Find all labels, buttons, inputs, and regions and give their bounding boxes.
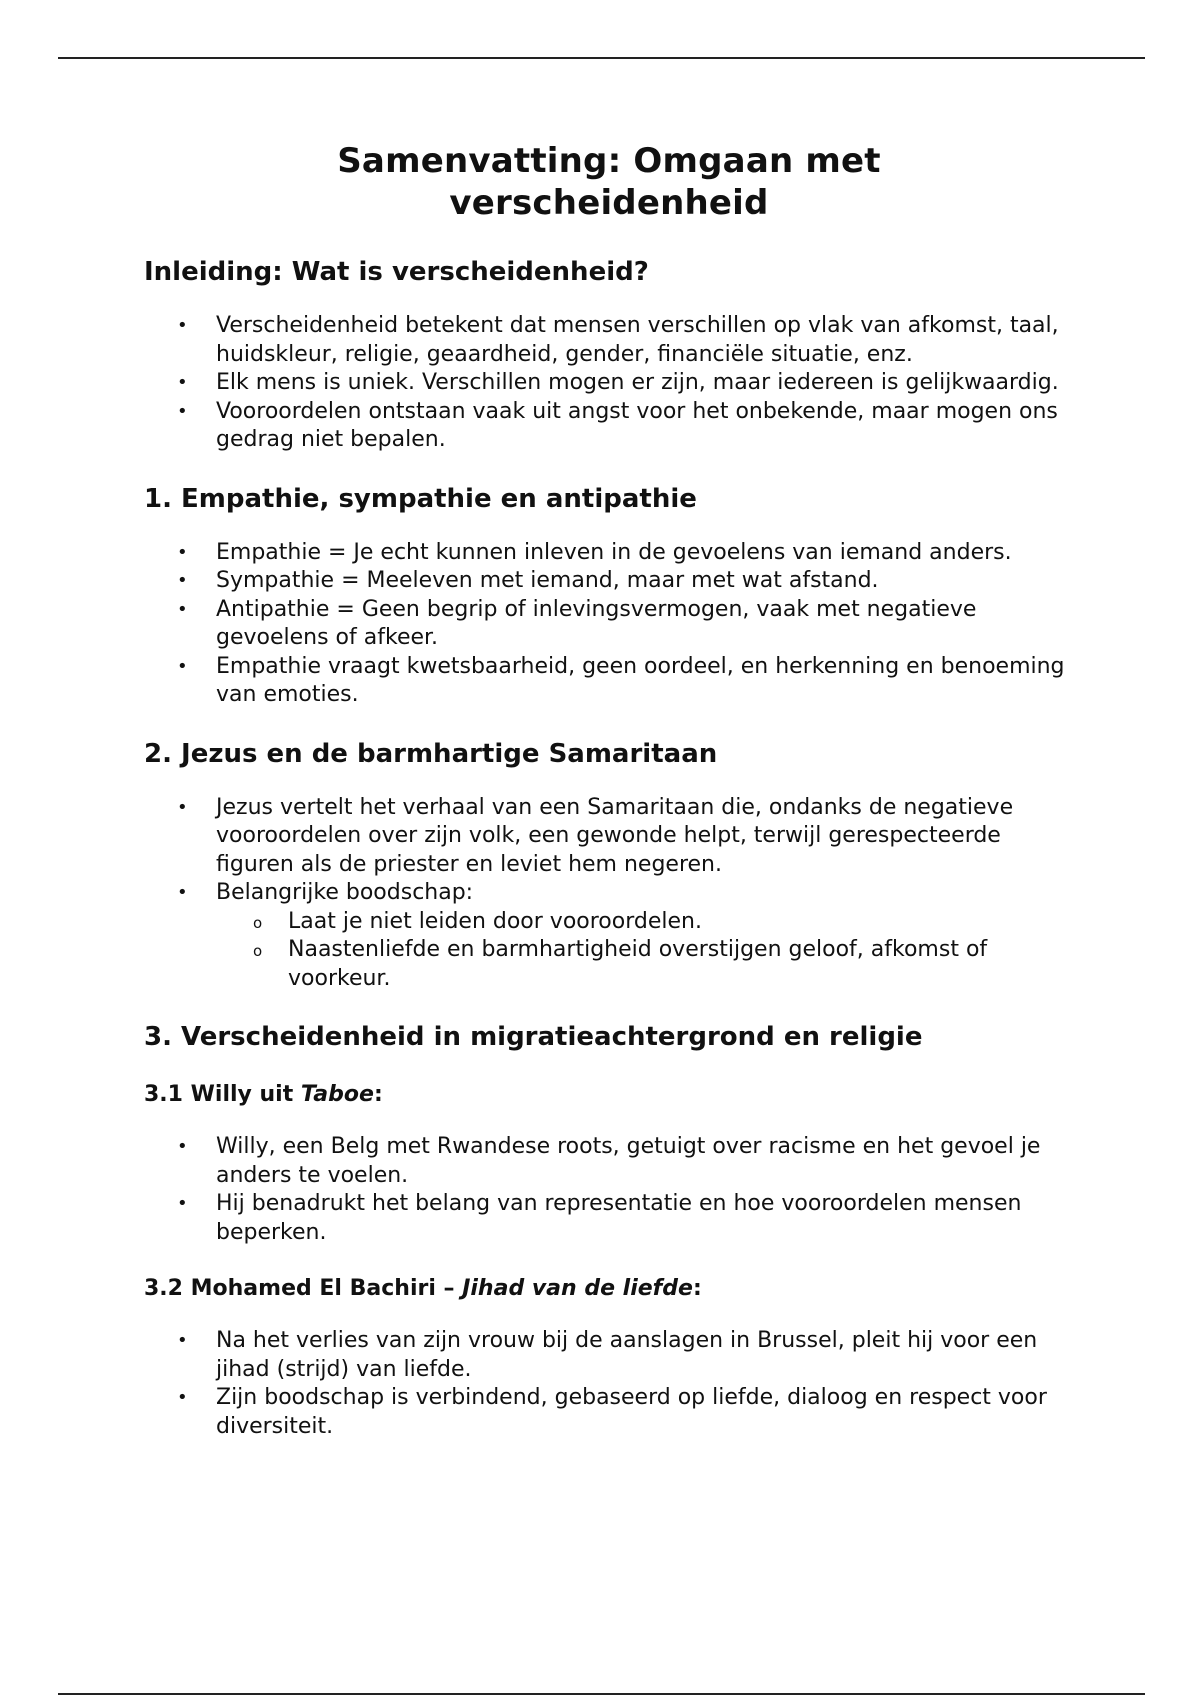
- bottom-rule: [58, 1693, 1145, 1695]
- subsection-3-1-title: Taboe: [300, 1082, 374, 1107]
- section2-heading: 2. Jezus en de barmhartige Samaritaan: [144, 738, 718, 769]
- subsection-3-1-prefix: 3.1 Willy uit: [144, 1082, 301, 1107]
- list-item: • Antipathie = Geen begrip of inlevingsvermogen, vaak met negatieve gevoelens of afkeer.: [144, 596, 1074, 653]
- subsection-3-2-prefix: 3.2 Mohamed El Bachiri –: [144, 1276, 463, 1301]
- list-item: • Verscheidenheid betekent dat mensen verschillen op vlak van afkomst, taal, huidskleur, religie, geaardheid, gender, financiële situatie, enz.: [144, 312, 1074, 369]
- list-item: • Empathie vraagt kwetsbaarheid, geen oordeel, en herkenning en benoeming van emoties.: [144, 653, 1074, 710]
- sub-list-item: o Laat je niet leiden door vooroordelen.: [216, 908, 1074, 937]
- intro-list: [144, 312, 1074, 455]
- list-item: • Zijn boodschap is verbindend, gebaseerd op liefde, dialoog en respect voor diversiteit.: [144, 1384, 1074, 1441]
- subsection-3-2-heading: [144, 1275, 1074, 1303]
- subsection-3-1-heading: [144, 1081, 1074, 1109]
- list-item: • Na het verlies van zijn vrouw bij de aanslagen in Brussel, pleit hij voor een jihad (strijd) van liefde.: [144, 1327, 1074, 1384]
- subsection-3-1-suffix: :: [373, 1082, 383, 1107]
- list-item-text: Belangrijke boodschap:: [216, 880, 474, 905]
- subsection-3-1-list: [144, 1133, 1074, 1247]
- section2-list: [144, 794, 1074, 994]
- subsection-3-2-suffix: :: [692, 1276, 702, 1301]
- list-item: • Empathie = Je echt kunnen inleven in de gevoelens van iemand anders.: [144, 539, 1074, 568]
- document-title: Samenvatting: Omgaan met verscheidenheid: [337, 141, 881, 223]
- section2-sublist: [216, 908, 1074, 994]
- section1-heading: 1. Empathie, sympathie en antipathie: [144, 483, 697, 514]
- section1-list: [144, 539, 1074, 710]
- intro-heading: Inleiding: Wat is verscheidenheid?: [144, 257, 649, 287]
- list-item: • Jezus vertelt het verhaal van een Samaritaan die, ondanks de negatieve vooroordelen over zijn volk, een gewonde helpt, terwijl gerespecteerde figuren als de priester en leviet hem negeren.: [144, 794, 1074, 880]
- top-rule: [58, 57, 1145, 59]
- subsection-3-2-title: Jihad van de liefde: [462, 1276, 693, 1301]
- subsection-3-2-list: [144, 1327, 1074, 1441]
- list-item: • Vooroordelen ontstaan vaak uit angst voor het onbekende, maar mogen ons gedrag niet bepalen.: [144, 398, 1074, 455]
- list-item: • Hij benadrukt het belang van representatie en hoe vooroordelen mensen beperken.: [144, 1190, 1074, 1247]
- list-item: [144, 879, 1074, 993]
- document-body: [144, 140, 1074, 1441]
- sub-list-item: o Naastenliefde en barmhartigheid overstijgen geloof, afkomst of voorkeur.: [216, 936, 1074, 993]
- list-item: • Sympathie = Meeleven met iemand, maar met wat afstand.: [144, 567, 1074, 596]
- list-item: • Willy, een Belg met Rwandese roots, getuigt over racisme en het gevoel je anders te voelen.: [144, 1133, 1074, 1190]
- section3-heading: 3. Verscheidenheid in migratieachtergrond en religie: [144, 1022, 923, 1052]
- list-item: • Elk mens is uniek. Verschillen mogen er zijn, maar iedereen is gelijkwaardig.: [144, 369, 1074, 398]
